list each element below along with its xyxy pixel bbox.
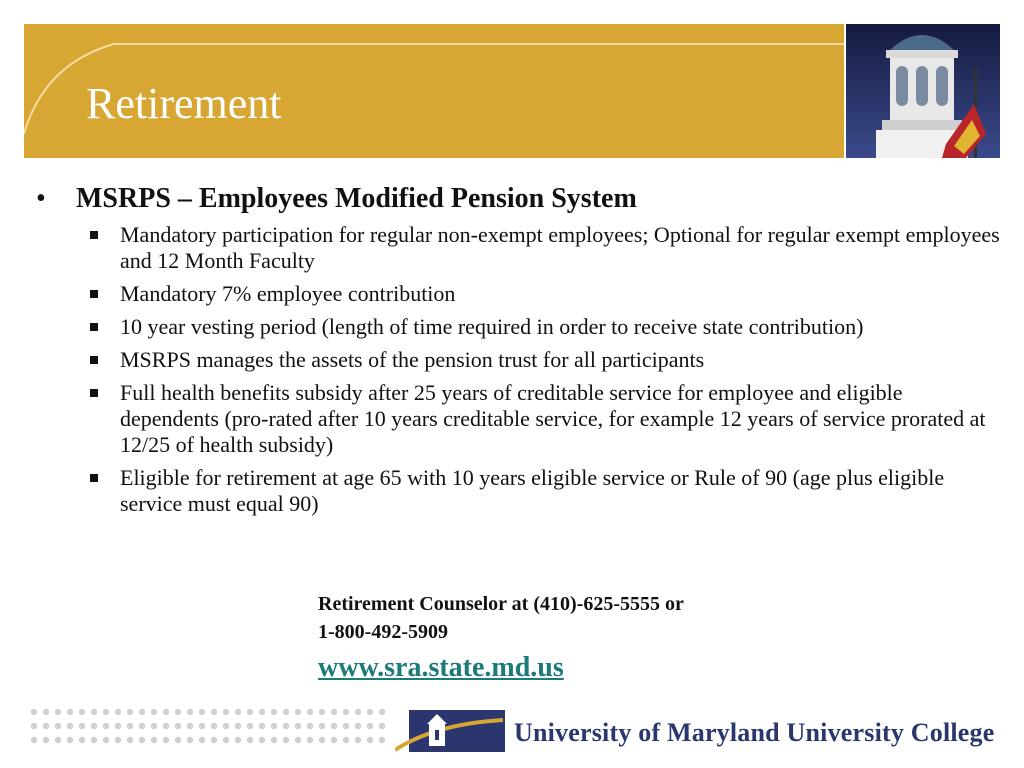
list-item-text: Full health benefits subsidy after 25 years of creditable service for employee and eligible dependents (pro-rated after 10 years creditable service, for example 12 years of service prorated at 12/25 of health subsidy) xyxy=(120,380,986,457)
list-item-text: Mandatory 7% employee contribution xyxy=(120,281,456,306)
list-item xyxy=(30,347,1000,373)
sra-website-link[interactable]: www.sra.state.md.us xyxy=(318,652,564,683)
square-bullet-icon xyxy=(90,290,98,298)
list-item-text: 10 year vesting period (length of time required in order to receive state contribution) xyxy=(120,314,864,339)
list-item xyxy=(30,380,1000,458)
list-item xyxy=(30,314,1000,340)
contact-line-tollfree: 1-800-492-5909 xyxy=(318,621,448,643)
square-bullet-icon xyxy=(90,231,98,239)
university-name: University of Maryland University College xyxy=(514,718,995,747)
contact-info xyxy=(318,590,818,646)
section-heading: MSRPS – Employees Modified Pension System xyxy=(76,183,637,214)
bullet-dot: • xyxy=(36,183,46,214)
square-bullet-icon xyxy=(90,389,98,397)
square-bullet-icon xyxy=(90,356,98,364)
square-bullet-icon xyxy=(90,474,98,482)
content-area xyxy=(30,180,1000,524)
list-item xyxy=(30,465,1000,517)
square-bullet-icon xyxy=(90,323,98,331)
main-bullet xyxy=(30,180,1000,218)
slide-title: Retirement xyxy=(86,79,282,128)
umuc-logo-icon xyxy=(395,706,507,756)
sub-bullet-list xyxy=(30,222,1000,517)
footer-dot-pattern xyxy=(28,704,388,748)
contact-line-phone: Retirement Counselor at (410)-625-5555 or xyxy=(318,593,684,615)
list-item xyxy=(30,222,1000,274)
list-item-text: Eligible for retirement at age 65 with 10 years eligible service or Rule of 90 (age plus eligible service must equal 90) xyxy=(120,465,945,516)
list-item xyxy=(30,281,1000,307)
list-item-text: MSRPS manages the assets of the pension trust for all participants xyxy=(120,347,705,372)
cupola-photo xyxy=(846,24,1000,158)
list-item-text: Mandatory participation for regular non-exempt employees; Optional for regular exempt employees and 12 Month Faculty xyxy=(120,222,1000,273)
